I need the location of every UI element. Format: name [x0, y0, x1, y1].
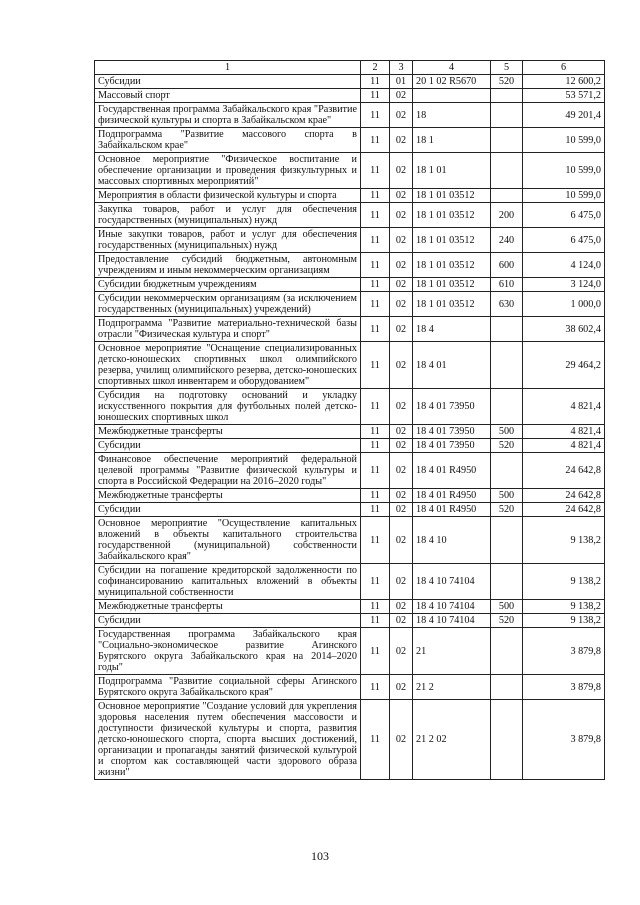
- row-amount: 10 599,0: [523, 189, 605, 203]
- table-row: [95, 128, 605, 153]
- row-target-article: 18 1 01 03512: [413, 228, 491, 253]
- row-expense-type: 520: [491, 503, 523, 517]
- row-amount: 9 138,2: [523, 600, 605, 614]
- header-col-3: 3: [390, 61, 413, 75]
- table-row: [95, 700, 605, 780]
- row-amount: 1 000,0: [523, 292, 605, 317]
- row-target-article: 18 4 01 73950: [413, 389, 491, 425]
- row-subsection: 02: [390, 228, 413, 253]
- row-section: 11: [361, 228, 390, 253]
- row-amount: 12 600,2: [523, 75, 605, 89]
- row-subsection: 02: [390, 614, 413, 628]
- row-expense-type: [491, 675, 523, 700]
- table-row: [95, 228, 605, 253]
- row-subsection: 02: [390, 489, 413, 503]
- row-target-article: 18 4 01 R4950: [413, 489, 491, 503]
- row-amount: 3 124,0: [523, 278, 605, 292]
- row-name: Субсидия на подготовку оснований и укладку искусственного покрытия для футбольных полей детско-юношеских спортивных школ: [95, 389, 361, 425]
- row-target-article: 18 4 10: [413, 517, 491, 564]
- row-subsection: 02: [390, 517, 413, 564]
- row-expense-type: [491, 103, 523, 128]
- row-name: Предоставление субсидий бюджетным, автономным учреждениям и иным некоммерческим организациям: [95, 253, 361, 278]
- row-section: 11: [361, 489, 390, 503]
- row-name: Подпрограмма "Развитие социальной сферы Агинского Бурятского округа Забайкальского края": [95, 675, 361, 700]
- row-section: 11: [361, 425, 390, 439]
- row-target-article: 21 2: [413, 675, 491, 700]
- table-row: [95, 600, 605, 614]
- row-section: 11: [361, 203, 390, 228]
- row-subsection: 02: [390, 675, 413, 700]
- row-name: Основное мероприятие "Создание условий для укрепления здоровья населения путем обеспечения массовости и доступности физической культуры и спорта, развития детско-юношеского спорта, спорта высших достижений, организации и пропаганды занятий физической культурой и спортом как составляющей части здорового образа жизни": [95, 700, 361, 780]
- row-amount: 9 138,2: [523, 517, 605, 564]
- row-target-article: 18 4 01 73950: [413, 439, 491, 453]
- row-subsection: 02: [390, 564, 413, 600]
- row-name: Субсидии бюджетным учреждениям: [95, 278, 361, 292]
- row-subsection: 02: [390, 253, 413, 278]
- table-row: [95, 389, 605, 425]
- row-section: 11: [361, 128, 390, 153]
- row-target-article: [413, 89, 491, 103]
- page-number: 103: [311, 849, 329, 863]
- table-row: [95, 517, 605, 564]
- table-row: [95, 153, 605, 189]
- row-amount: 4 821,4: [523, 439, 605, 453]
- row-section: 11: [361, 278, 390, 292]
- row-amount: 49 201,4: [523, 103, 605, 128]
- table-row: [95, 614, 605, 628]
- row-amount: 9 138,2: [523, 614, 605, 628]
- table-row: [95, 453, 605, 489]
- row-expense-type: 500: [491, 489, 523, 503]
- row-subsection: 02: [390, 203, 413, 228]
- row-target-article: 18 1 01 03512: [413, 189, 491, 203]
- row-section: 11: [361, 103, 390, 128]
- row-target-article: 21: [413, 628, 491, 675]
- row-name: Иные закупки товаров, работ и услуг для обеспечения государственных (муниципальных) нужд: [95, 228, 361, 253]
- row-target-article: 18 1 01 03512: [413, 292, 491, 317]
- row-subsection: 02: [390, 700, 413, 780]
- header-col-6: 6: [523, 61, 605, 75]
- table-row: [95, 628, 605, 675]
- table-row: [95, 203, 605, 228]
- table-row: [95, 564, 605, 600]
- row-expense-type: [491, 453, 523, 489]
- row-name: Основное мероприятие "Оснащение специализированных детско-юношеских спортивных школ олимпийского резерва, училищ олимпийского резерва, детско-юношеских спортивных школ инвентарем и оборудованием": [95, 342, 361, 389]
- row-target-article: 18 4 01 73950: [413, 425, 491, 439]
- row-target-article: 18 4 01 R4950: [413, 453, 491, 489]
- row-amount: 24 642,8: [523, 489, 605, 503]
- row-amount: 3 879,8: [523, 700, 605, 780]
- row-subsection: 02: [390, 439, 413, 453]
- row-expense-type: 520: [491, 75, 523, 89]
- row-expense-type: 520: [491, 439, 523, 453]
- row-name: Межбюджетные трансферты: [95, 489, 361, 503]
- table-row: [95, 317, 605, 342]
- row-expense-type: [491, 389, 523, 425]
- row-amount: 3 879,8: [523, 628, 605, 675]
- row-amount: 29 464,2: [523, 342, 605, 389]
- row-target-article: 18 4 10 74104: [413, 600, 491, 614]
- row-expense-type: [491, 564, 523, 600]
- row-section: 11: [361, 389, 390, 425]
- row-expense-type: 610: [491, 278, 523, 292]
- row-target-article: 20 1 02 R5670: [413, 75, 491, 89]
- table-row: [95, 489, 605, 503]
- row-amount: 9 138,2: [523, 564, 605, 600]
- row-name: Мероприятия в области физической культуры и спорта: [95, 189, 361, 203]
- row-subsection: 02: [390, 317, 413, 342]
- row-section: 11: [361, 517, 390, 564]
- table-row: [95, 75, 605, 89]
- row-amount: 4 124,0: [523, 253, 605, 278]
- row-section: 11: [361, 189, 390, 203]
- row-amount: 24 642,8: [523, 503, 605, 517]
- row-name: Субсидии некоммерческим организациям (за исключением государственных (муниципальных) учреждений): [95, 292, 361, 317]
- row-amount: 6 475,0: [523, 203, 605, 228]
- table-row: [95, 278, 605, 292]
- row-subsection: 02: [390, 425, 413, 439]
- row-name: Субсидии: [95, 614, 361, 628]
- row-subsection: 01: [390, 75, 413, 89]
- row-name: Основное мероприятие "Осуществление капитальных вложений в объекты капитального строительства государственной (муниципальной) собственности Забайкальского края": [95, 517, 361, 564]
- row-amount: 53 571,2: [523, 89, 605, 103]
- row-target-article: 18 4 01 R4950: [413, 503, 491, 517]
- row-subsection: 02: [390, 628, 413, 675]
- budget-table-sheet: [94, 60, 604, 780]
- row-name: Массовый спорт: [95, 89, 361, 103]
- row-subsection: 02: [390, 342, 413, 389]
- row-target-article: 21 2 02: [413, 700, 491, 780]
- row-target-article: 18 4: [413, 317, 491, 342]
- row-expense-type: 500: [491, 425, 523, 439]
- row-subsection: 02: [390, 103, 413, 128]
- row-expense-type: [491, 517, 523, 564]
- row-name: Основное мероприятие "Физическое воспитание и обеспечение организации и проведения физкультурных и массовых спортивных мероприятий": [95, 153, 361, 189]
- row-target-article: 18 1 01 03512: [413, 278, 491, 292]
- row-name: Подпрограмма "Развитие массового спорта в Забайкальском крае": [95, 128, 361, 153]
- row-name: Закупка товаров, работ и услуг для обеспечения государственных (муниципальных) нужд: [95, 203, 361, 228]
- row-amount: 3 879,8: [523, 675, 605, 700]
- header-col-5: 5: [491, 61, 523, 75]
- row-amount: 4 821,4: [523, 425, 605, 439]
- row-section: 11: [361, 628, 390, 675]
- row-section: 11: [361, 153, 390, 189]
- row-subsection: 02: [390, 128, 413, 153]
- row-name: Субсидии: [95, 439, 361, 453]
- table-row: [95, 103, 605, 128]
- header-col-2: 2: [361, 61, 390, 75]
- row-amount: 38 602,4: [523, 317, 605, 342]
- row-expense-type: 630: [491, 292, 523, 317]
- table-row: [95, 503, 605, 517]
- row-name: Межбюджетные трансферты: [95, 425, 361, 439]
- row-expense-type: 600: [491, 253, 523, 278]
- row-section: 11: [361, 89, 390, 103]
- table-row: [95, 439, 605, 453]
- row-expense-type: [491, 700, 523, 780]
- table-row: [95, 253, 605, 278]
- row-section: 11: [361, 700, 390, 780]
- row-target-article: 18 4 01: [413, 342, 491, 389]
- row-expense-type: [491, 128, 523, 153]
- row-amount: 10 599,0: [523, 153, 605, 189]
- row-section: 11: [361, 439, 390, 453]
- row-expense-type: 200: [491, 203, 523, 228]
- row-target-article: 18 4 10 74104: [413, 614, 491, 628]
- row-subsection: 02: [390, 278, 413, 292]
- row-name: Подпрограмма "Развитие материально-технической базы отрасли "Физическая культура и спорт": [95, 317, 361, 342]
- header-col-4: 4: [413, 61, 491, 75]
- table-row: [95, 425, 605, 439]
- row-section: 11: [361, 675, 390, 700]
- table-row: [95, 292, 605, 317]
- row-expense-type: 240: [491, 228, 523, 253]
- row-section: 11: [361, 342, 390, 389]
- row-expense-type: [491, 628, 523, 675]
- row-target-article: 18 1 01: [413, 153, 491, 189]
- row-name: Субсидии: [95, 503, 361, 517]
- table-row: [95, 89, 605, 103]
- row-subsection: 02: [390, 89, 413, 103]
- row-expense-type: [491, 153, 523, 189]
- row-expense-type: [491, 89, 523, 103]
- row-subsection: 02: [390, 389, 413, 425]
- row-amount: 10 599,0: [523, 128, 605, 153]
- row-target-article: 18 1 01 03512: [413, 253, 491, 278]
- row-subsection: 02: [390, 600, 413, 614]
- budget-table: [94, 60, 605, 780]
- table-header-row: [95, 61, 605, 75]
- row-expense-type: [491, 189, 523, 203]
- row-target-article: 18 1: [413, 128, 491, 153]
- table-row: [95, 189, 605, 203]
- row-expense-type: 520: [491, 614, 523, 628]
- row-name: Государственная программа Забайкальского края "Социально-экономическое развитие Агинского Бурятского округа Забайкальского края на 2014–2020 годы": [95, 628, 361, 675]
- row-subsection: 02: [390, 453, 413, 489]
- row-section: 11: [361, 503, 390, 517]
- row-section: 11: [361, 453, 390, 489]
- row-amount: 6 475,0: [523, 228, 605, 253]
- row-target-article: 18 1 01 03512: [413, 203, 491, 228]
- row-target-article: 18: [413, 103, 491, 128]
- row-name: Финансовое обеспечение мероприятий федеральной целевой программы "Развитие физической культуры и спорта в Российской Федерации на 2016–2020 годы": [95, 453, 361, 489]
- header-col-1: 1: [95, 61, 361, 75]
- row-subsection: 02: [390, 503, 413, 517]
- row-section: 11: [361, 75, 390, 89]
- row-name: Государственная программа Забайкальского края "Развитие физической культуры и спорта в Забайкальском крае": [95, 103, 361, 128]
- row-section: 11: [361, 253, 390, 278]
- row-amount: 4 821,4: [523, 389, 605, 425]
- row-subsection: 02: [390, 153, 413, 189]
- row-subsection: 02: [390, 292, 413, 317]
- row-subsection: 02: [390, 189, 413, 203]
- row-target-article: 18 4 10 74104: [413, 564, 491, 600]
- table-row: [95, 342, 605, 389]
- row-name: Субсидии: [95, 75, 361, 89]
- row-expense-type: 500: [491, 600, 523, 614]
- table-row: [95, 675, 605, 700]
- row-expense-type: [491, 317, 523, 342]
- row-section: 11: [361, 317, 390, 342]
- row-section: 11: [361, 292, 390, 317]
- row-name: Субсидии на погашение кредиторской задолженности по софинансированию капитальных вложений в объекты муниципальной собственности: [95, 564, 361, 600]
- row-section: 11: [361, 600, 390, 614]
- row-section: 11: [361, 564, 390, 600]
- row-amount: 24 642,8: [523, 453, 605, 489]
- row-expense-type: [491, 342, 523, 389]
- row-section: 11: [361, 614, 390, 628]
- row-name: Межбюджетные трансферты: [95, 600, 361, 614]
- table-body: [95, 75, 605, 780]
